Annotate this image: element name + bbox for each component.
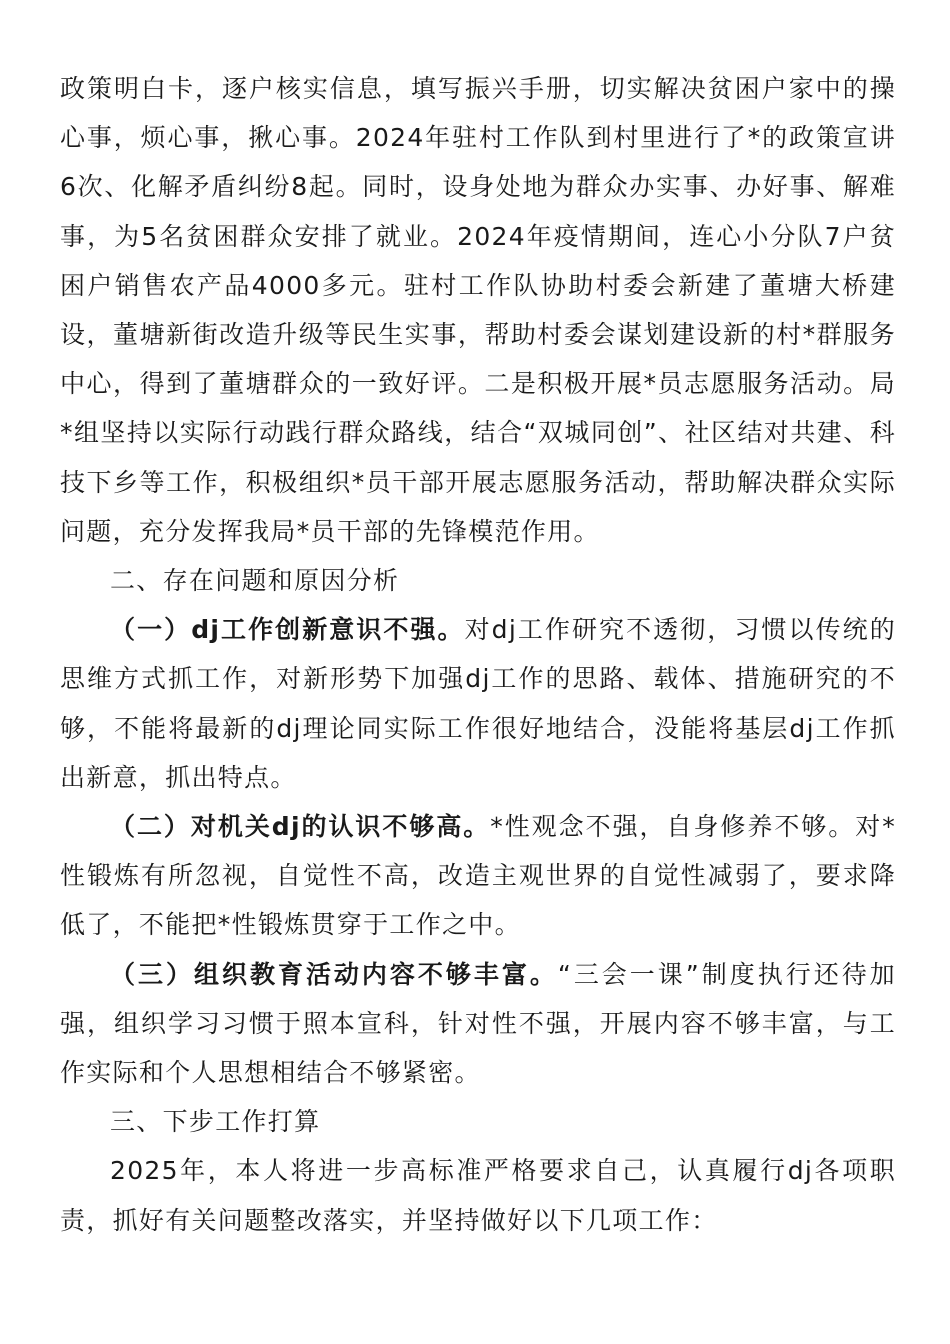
problem-2-title: （二）对机关dj的认识不够高。 <box>110 812 491 842</box>
problem-2-body: *性观念不强，自身修养不够。对*性锻炼有所忽视，自觉性不高，改造主观世界的自觉性减弱了，要求降低了，不能把*性锻炼贯穿于工作之中。 <box>60 812 896 940</box>
document-body <box>60 64 896 1245</box>
problem-1-body: 对dj工作研究不透彻，习惯以传统的思维方式抓工作，对新形势下加强dj工作的思路、载体、措施研究的不够，不能将最新的dj理论同实际工作很好地结合，没能将基层dj工作抓出新意，抓出特点。 <box>60 615 896 792</box>
problem-3-body: “三会一课”制度执行还待加强，组织学习习惯于照本宣科，针对性不强，开展内容不够丰富，与工作实际和个人思想相结合不够紧密。 <box>60 959 896 1088</box>
problem-1-title: （一）dj工作创新意识不强。 <box>110 615 465 645</box>
section-heading-next-steps: 三、下步工作打算 <box>110 1107 321 1137</box>
paragraph-problem-2 <box>60 802 896 950</box>
paragraph-plan-2025: 2025年，本人将进一步高标准严格要求自己，认真履行dj各项职责，抓好有关问题整改落实，并坚持做好以下几项工作： <box>60 1156 896 1235</box>
paragraph-poverty-work: 政策明白卡，逐户核实信息，填写振兴手册，切实解决贫困户家中的操心事，烦心事，揪心事。2024年驻村工作队到村里进行了*的政策宣讲6次、化解矛盾纠纷8起。同时，设身处地为群众办实事、办好事、解难事，为5名贫困群众安排了就业。2024年疫情期间，连心小分队7户贫困户销售农产品4000多元。驻村工作队协助村委会新建了董塘大桥建设，董塘新街改造升级等民生实事，帮助村委会谋划建设新的村*群服务中心，得到了董塘群众的一致好评。二是积极开展*员志愿服务活动。局*组坚持以实际行动践行群众路线，结合“双城同创”、社区结对共建、科技下乡等工作，积极组织*员干部开展志愿服务活动，帮助解决群众实际问题，充分发挥我局*员干部的先锋模范作用。 <box>60 74 896 546</box>
paragraph-problem-1 <box>60 605 896 802</box>
problem-3-title: （三）组织教育活动内容不够丰富。 <box>110 959 558 989</box>
paragraph-problem-3 <box>60 950 896 1098</box>
section-heading-problems: 二、存在问题和原因分析 <box>110 566 400 596</box>
